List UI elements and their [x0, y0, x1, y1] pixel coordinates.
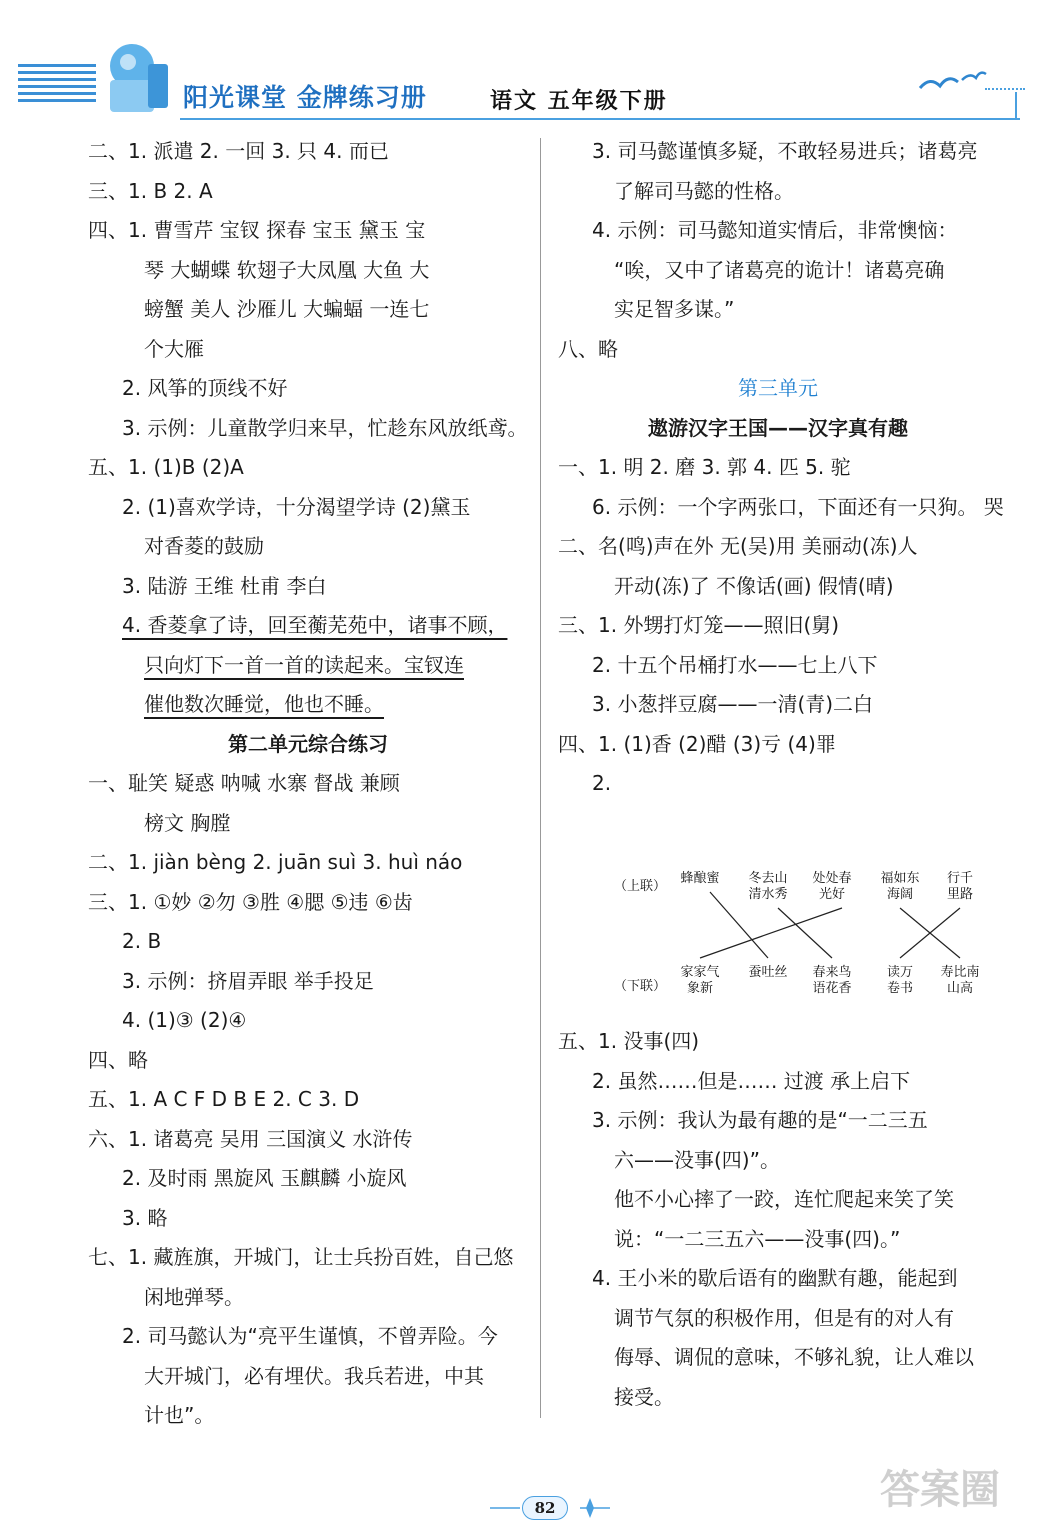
- answer-line: 3. 示例：儿童散学归来早，忙趁东风放纸鸢。: [122, 415, 528, 440]
- answer-line: 个大雁: [144, 336, 204, 361]
- lower-couplet: 读万卷书: [886, 965, 914, 996]
- match-line: [700, 908, 842, 958]
- answer-line: 了解司马懿的性格。: [614, 178, 794, 203]
- header-stripes: [18, 64, 96, 110]
- answer-line: 计也”。: [144, 1403, 215, 1427]
- left-column: [88, 132, 528, 1436]
- answer-line: 2. 虽然……但是…… 过渡 承上启下: [592, 1068, 911, 1093]
- answer-line: 对香菱的鼓励: [144, 534, 264, 558]
- header-logo-icon: [90, 34, 180, 118]
- answer-line: 2. 十五个吊桶打水——七上八下: [592, 652, 878, 677]
- birds-icon: [918, 68, 988, 98]
- answer-line: 侮辱、调侃的意味，不够礼貌，让人难以: [614, 1345, 974, 1369]
- lower-couplet: 寿比南山高: [940, 965, 980, 996]
- answer-line: 4. 示例：司马懿知道实情后，非常懊恼：: [592, 218, 958, 242]
- column-divider: [540, 138, 541, 1418]
- answer-line: 琴 大蝴蝶 软翅子大凤凰 大鱼 大: [144, 257, 430, 282]
- upper-label: （上联）: [613, 879, 667, 894]
- answer-line: 五、1. (1)B (2)A: [88, 455, 244, 479]
- answer-line: 螃蟹 美人 沙雁儿 大蝙蝠 一连七: [144, 297, 430, 321]
- answer-line: 三、1. B 2. A: [88, 178, 213, 203]
- answer-line: 2. 风筝的顶线不好: [122, 376, 288, 400]
- answer-line: 3. 示例：我认为最有趣的是“一二三五: [592, 1108, 928, 1132]
- answer-line: 2. (1)喜欢学诗，十分渴望学诗 (2)黛玉: [122, 494, 471, 519]
- answer-line: 二、1. jiàn bèng 2. juān suì 3. huì náo: [88, 850, 463, 874]
- answer-line: 第三单元: [738, 376, 818, 400]
- upper-couplet: 处处春光好: [812, 871, 852, 902]
- answer-line: 4. (1)③ (2)④: [122, 1008, 247, 1032]
- answer-line: 四、1. (1)香 (2)醋 (3)亏 (4)罪: [558, 731, 836, 756]
- answer-line: 3. 示例：挤眉弄眼 举手投足: [122, 968, 374, 993]
- lower-label: （下联）: [613, 979, 667, 994]
- answer-line: 闲地弹琴。: [144, 1284, 244, 1309]
- answer-line: 他不小心摔了一跤，连忙爬起来笑了笑: [614, 1187, 954, 1211]
- header-rule: [180, 118, 1020, 120]
- answer-line: 4. 王小米的歇后语有的幽默有趣，能起到: [592, 1266, 958, 1290]
- page-number: 82: [522, 1496, 568, 1520]
- couplet-matching-diagram: [600, 858, 1000, 1018]
- answer-line: 2. B: [122, 929, 162, 953]
- page-header: [0, 0, 1053, 130]
- answer-line: 开动(冻)了 不像话(画) 假情(晴): [614, 573, 894, 598]
- answer-line: 六——没事(四)”。: [614, 1147, 780, 1172]
- answer-line: 遨游汉字王国——汉字真有趣: [648, 415, 908, 440]
- answer-line: 五、1. A C F D B E 2. C 3. D: [88, 1087, 360, 1111]
- header-rule-end: [1015, 92, 1017, 120]
- header-dots: [985, 88, 1025, 92]
- answer-line: 一、耻笑 疑惑 呐喊 水寨 督战 兼顾: [88, 771, 400, 795]
- answer-line: 3. 略: [122, 1205, 168, 1230]
- answer-line: 实足智多谋。”: [614, 297, 735, 321]
- answer-line: 七、1. 藏旌旗，开城门，让士兵扮百姓，自己悠: [88, 1245, 514, 1269]
- answer-line: 一、1. 明 2. 磨 3. 郭 4. 匹 5. 驼: [558, 455, 851, 479]
- answer-line: 榜文 胸膛: [144, 810, 231, 835]
- lower-couplet: 家家气象新: [680, 965, 720, 996]
- answer-line: “唉，又中了诸葛亮的诡计！诸葛亮确: [614, 257, 945, 282]
- answer-line: 6. 示例：一个字两张口，下面还有一只狗。 哭: [592, 494, 1004, 519]
- answer-line: 大开城门，必有埋伏。我兵若进，中其: [144, 1363, 484, 1388]
- subject-grade: 语文 五年级下册: [490, 89, 668, 114]
- answer-line: 3. 司马懿谨慎多疑，不敢轻易进兵；诸葛亮: [592, 139, 978, 163]
- lower-couplet: 蚕吐丝: [748, 965, 788, 980]
- right-column-top: [558, 132, 1004, 804]
- answer-line: 三、1. 外甥打灯笼——照旧(舅): [558, 613, 840, 637]
- answer-line: 2. 司马懿认为“亮平生谨慎，不曾弄险。今: [122, 1324, 498, 1348]
- answer-line: 2. 及时雨 黑旋风 玉麒麟 小旋风: [122, 1166, 407, 1190]
- watermark: 答案圈: [880, 1467, 1000, 1513]
- answer-line: 接受。: [614, 1384, 674, 1409]
- answer-line: 二、名(鸣)声在外 无(吴)用 美丽动(冻)人: [558, 534, 918, 558]
- answer-line: 六、1. 诸葛亮 吴用 三国演义 水浒传: [88, 1126, 413, 1151]
- answer-line: 三、1. ①妙 ②勿 ③胜 ④腮 ⑤违 ⑥齿: [88, 889, 413, 914]
- answer-line: 第二单元综合练习: [228, 731, 388, 756]
- answer-line: 二、1. 派遣 2. 一回 3. 只 4. 而已: [88, 139, 389, 163]
- upper-couplet: 冬去山清水秀: [748, 871, 788, 902]
- upper-couplet: 行千里路: [946, 871, 974, 902]
- answer-line: 五、1. 没事(四): [558, 1029, 700, 1053]
- answer-line: 四、略: [88, 1047, 148, 1072]
- book-title: 阳光课堂 金牌练习册: [183, 83, 427, 112]
- match-line: [778, 908, 832, 958]
- answer-line: 4. 香菱拿了诗，回至蘅芜苑中，诸事不顾，: [122, 613, 508, 637]
- answer-line: 2.: [592, 771, 612, 795]
- answer-line: 只向灯下一首一首的读起来。宝钗连: [144, 652, 464, 677]
- answer-line: 调节气氛的积极作用，但是有的对人有: [614, 1305, 954, 1330]
- answer-line: 说：“一二三五六——没事(四)。”: [614, 1226, 901, 1251]
- upper-couplet: 福如东海阔: [880, 871, 920, 902]
- answer-line: 3. 陆游 王维 杜甫 李白: [122, 573, 327, 598]
- answer-line: 3. 小葱拌豆腐——一清(青)二白: [592, 692, 874, 716]
- right-column-bottom: [558, 1022, 998, 1417]
- lower-couplet: 春来鸟语花香: [812, 965, 852, 996]
- answer-line: 催他数次睡觉，他也不睡。: [144, 692, 384, 716]
- answer-line: 四、1. 曹雪芹 宝钗 探春 宝玉 黛玉 宝: [88, 218, 426, 242]
- upper-couplet: 蜂酿蜜: [680, 871, 720, 886]
- answer-line: 八、略: [558, 336, 618, 361]
